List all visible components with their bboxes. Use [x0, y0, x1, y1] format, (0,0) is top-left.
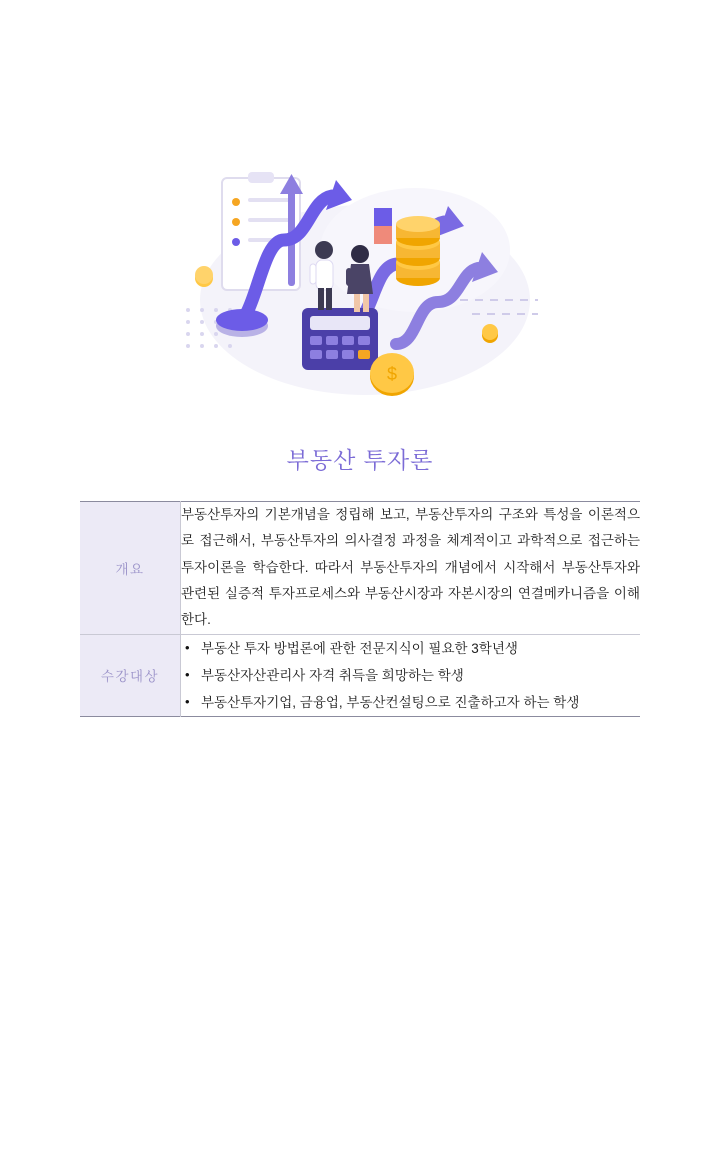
list-item: • 부동산자산관리사 자격 취득을 희망하는 학생 [181, 662, 640, 689]
overview-paragraph: 부동산투자의 기본개념을 정립해 보고, 부동산투자의 구조와 특성을 이론적으로 접근해서, 부동산투자의 의사결정 과정을 체계적이고 과학적으로 접근하는 투자이론을 학습한다. 따라서 부동산투자의 개념에서 시작해서 부동산투자와 관련된 실증적 투자프로세스와 부동산시장과 자본시장의 연결메카니즘을 이해한다. [181, 507, 640, 628]
list-item: • 부동산투자기업, 금융업, 부동산컨설팅으로 진출하고자 하는 학생 [181, 689, 640, 716]
page-title: 부동산 투자론 [286, 447, 434, 473]
svg-text:$: $ [386, 364, 398, 384]
row-label-audience: 수강대상 [80, 634, 181, 716]
table-row-audience [80, 634, 640, 716]
audience-list [181, 635, 640, 716]
row-content-overview [181, 502, 641, 635]
row-label-overview: 개요 [80, 502, 181, 635]
list-item: • 부동산 투자 방법론에 관한 전문지식이 필요한 3학년생 [181, 635, 640, 662]
table-row-overview [80, 502, 640, 635]
investment-growth-illustration [160, 130, 560, 410]
course-info-table [80, 501, 640, 717]
row-content-audience [181, 634, 641, 716]
document-page [0, 120, 720, 1160]
illustration-container [0, 120, 720, 420]
